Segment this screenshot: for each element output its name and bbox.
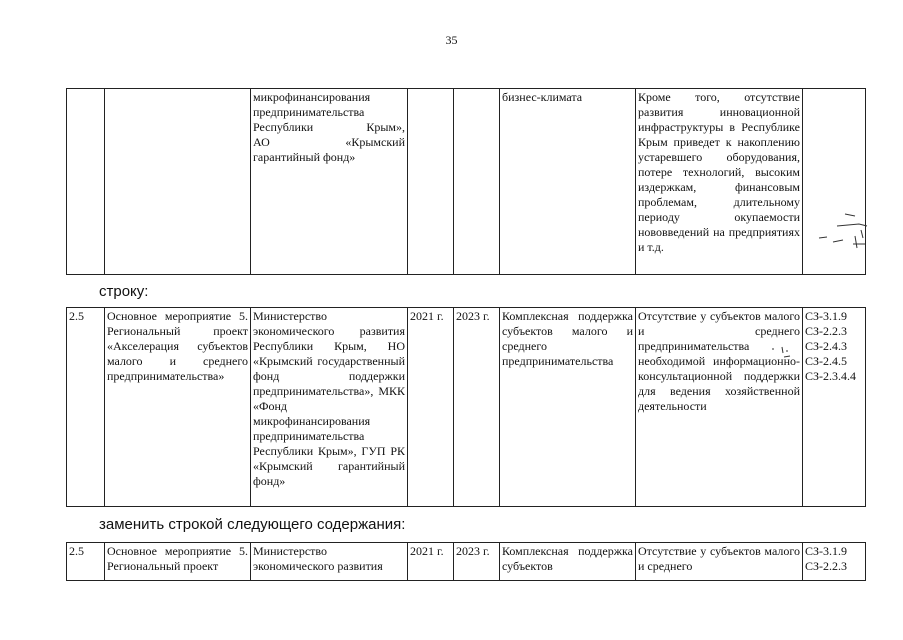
cell-result: Комплексная поддержка субъектов малого и среднего предпринимательства: [500, 308, 636, 507]
cell-end: 2023 г.: [454, 308, 500, 507]
cell-start: 2021 г.: [408, 543, 454, 581]
code-item: СЗ-2.2.3: [805, 324, 848, 338]
handwritten-mark-middle: [770, 343, 800, 363]
caption-line: строку:: [99, 283, 149, 300]
cell-number: 2.5: [67, 543, 105, 581]
cell-number: [67, 89, 105, 275]
cell-end: 2023 г.: [454, 543, 500, 581]
continuation-table: [66, 88, 866, 275]
code-item: СЗ-2.4.3: [805, 339, 848, 353]
page-number: 35: [445, 33, 458, 47]
table-row: [67, 308, 866, 507]
cell-consequences: Отсутствие у субъектов малого и среднего: [636, 543, 803, 581]
executors-line: гарантийный фонд»: [253, 150, 356, 164]
cell-executors: Министерство экономического развития Республики Крым, НО «Крымский государственный фонд поддержки предпринимательства», МКК «Фонд микрофинансирования предпринимательства Республики Крым», ГУП РК «Крымский гарантийный фонд»: [251, 308, 408, 507]
cell-consequences: Кроме того, отсутствие развития инновационной инфраструктуры в Республике Крым приведет к накоплению устаревшего оборудования, потере технологий, высоким издержкам, финансовым проблемам, длительному периоду окупаемости нововведений на предприятиях и т.д.: [636, 89, 803, 275]
cell-end: [454, 89, 500, 275]
cell-event: Основное мероприятие 5. Региональный проект «Акселерация субъектов малого и среднего предпринимательства»: [105, 308, 251, 507]
cell-start: 2021 г.: [408, 308, 454, 507]
code-item: СЗ-2.3.4.4: [805, 369, 857, 383]
cell-codes: [803, 543, 866, 581]
executors-line: АО «Крымский: [253, 135, 405, 149]
cell-codes: [803, 308, 866, 507]
executors-line: Республики Крым»,: [253, 120, 405, 134]
code-item: СЗ-3.1.9: [805, 309, 848, 323]
cell-result: бизнес-климата: [500, 89, 636, 275]
code-item: СЗ-3.1.9: [805, 544, 848, 558]
cell-event: Основное мероприятие 5. Региональный проект: [105, 543, 251, 581]
code-item: СЗ-2.2.3: [805, 559, 848, 573]
cell-event: [105, 89, 251, 275]
continuation-row: [67, 89, 866, 275]
cell-number: 2.5: [67, 308, 105, 507]
original-row-table: [66, 307, 866, 507]
code-item: СЗ-2.4.5: [805, 354, 848, 368]
cell-result: Комплексная поддержка субъектов: [500, 543, 636, 581]
cell-executors: [251, 89, 408, 275]
executors-line: микрофинансирования: [253, 90, 371, 104]
cell-start: [408, 89, 454, 275]
executors-line: предпринимательства: [253, 105, 365, 119]
handwritten-mark-top: [815, 208, 875, 258]
replacement-row-table: [66, 542, 866, 581]
table-row: [67, 543, 866, 581]
cell-consequences: Отсутствие у субъектов малого и среднего предпринимательства необходимой информационно-консультационной поддержки для ведения хозяйственной деятельности: [636, 308, 803, 507]
caption-line: заменить строкой следующего содержания:: [99, 516, 406, 533]
cell-executors: Министерство экономического развития: [251, 543, 408, 581]
